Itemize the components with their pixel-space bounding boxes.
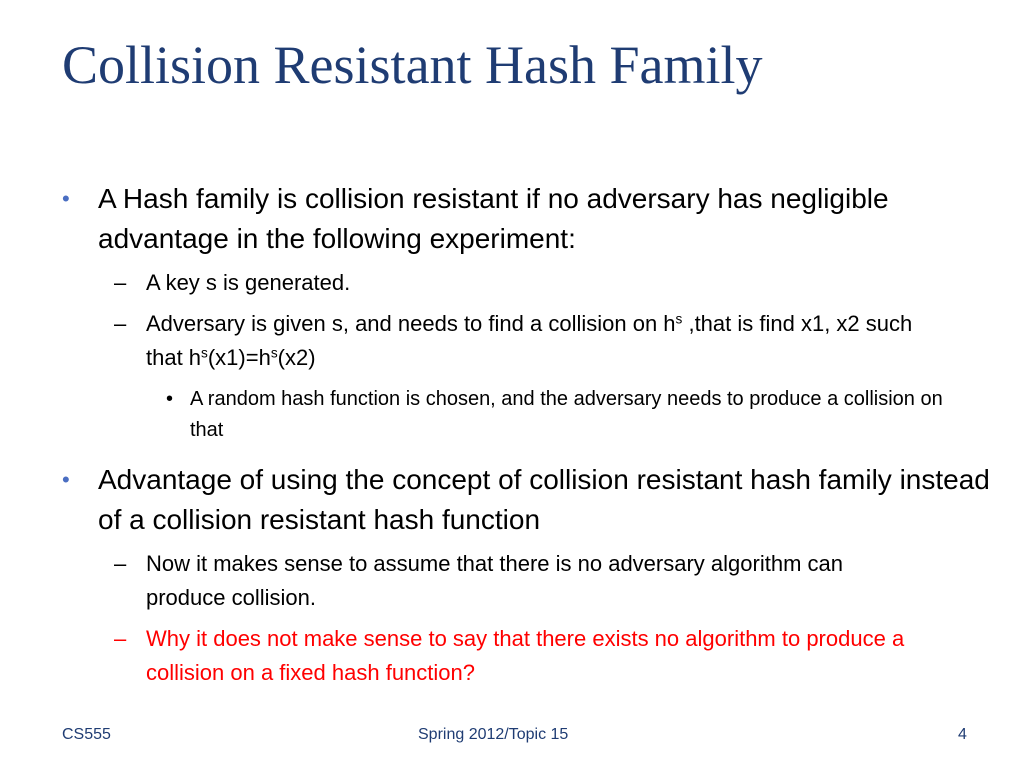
text-part: (x2) — [277, 345, 316, 370]
dash-marker: – — [114, 311, 127, 336]
subbullet-adversary-given-s — [114, 307, 954, 375]
subsubbullet-random-hash-function — [166, 384, 966, 446]
superscript-s: s — [270, 345, 278, 361]
text-part: Adversary is given s, and needs to find a collision on h — [146, 311, 676, 336]
text-part: (x1)=h — [207, 345, 271, 370]
subbullet-text: A key s is generated. — [146, 270, 351, 295]
subbullet-key-generated — [114, 266, 954, 300]
text-part: ,that is find x1, x2 such that h — [146, 311, 913, 370]
footer-page-number: 4 — [958, 726, 967, 743]
superscript-s: s — [675, 311, 683, 327]
subsubbullet-text: A random hash function is chosen, and the adversary needs to produce a collision on that — [190, 388, 943, 441]
subbullet-text: Now it makes sense to assume that there is no adversary algorithm can produce collision. — [146, 551, 843, 610]
dash-marker: – — [114, 270, 127, 295]
superscript-s: s — [201, 345, 208, 361]
subbullet-no-adversary-algorithm — [114, 547, 894, 615]
dash-marker: – — [114, 626, 127, 651]
bullet-hash-family-definition — [60, 179, 940, 259]
bullet-advantage-of-family — [60, 460, 990, 540]
bullet-marker: • — [62, 467, 70, 492]
bullet-text: A Hash family is collision resistant if no adversary has negligible advantage in the following experiment: — [98, 183, 889, 254]
footer-topic: Spring 2012/Topic 15 — [418, 726, 569, 743]
bullet-text: Advantage of using the concept of collision resistant hash family instead of a collision resistant hash function — [98, 464, 990, 535]
bullet-marker: • — [166, 388, 174, 410]
dash-marker: – — [114, 551, 127, 576]
slide-title: Collision Resistant Hash Family — [62, 35, 763, 95]
footer-course: CS555 — [62, 726, 111, 743]
subbullet-question-fixed-hash — [114, 622, 974, 690]
bullet-marker: • — [62, 186, 70, 211]
subbullet-text: Why it does not make sense to say that there exists no algorithm to produce a collision on a fixed hash function? — [146, 626, 905, 685]
subbullet-text — [146, 307, 954, 375]
